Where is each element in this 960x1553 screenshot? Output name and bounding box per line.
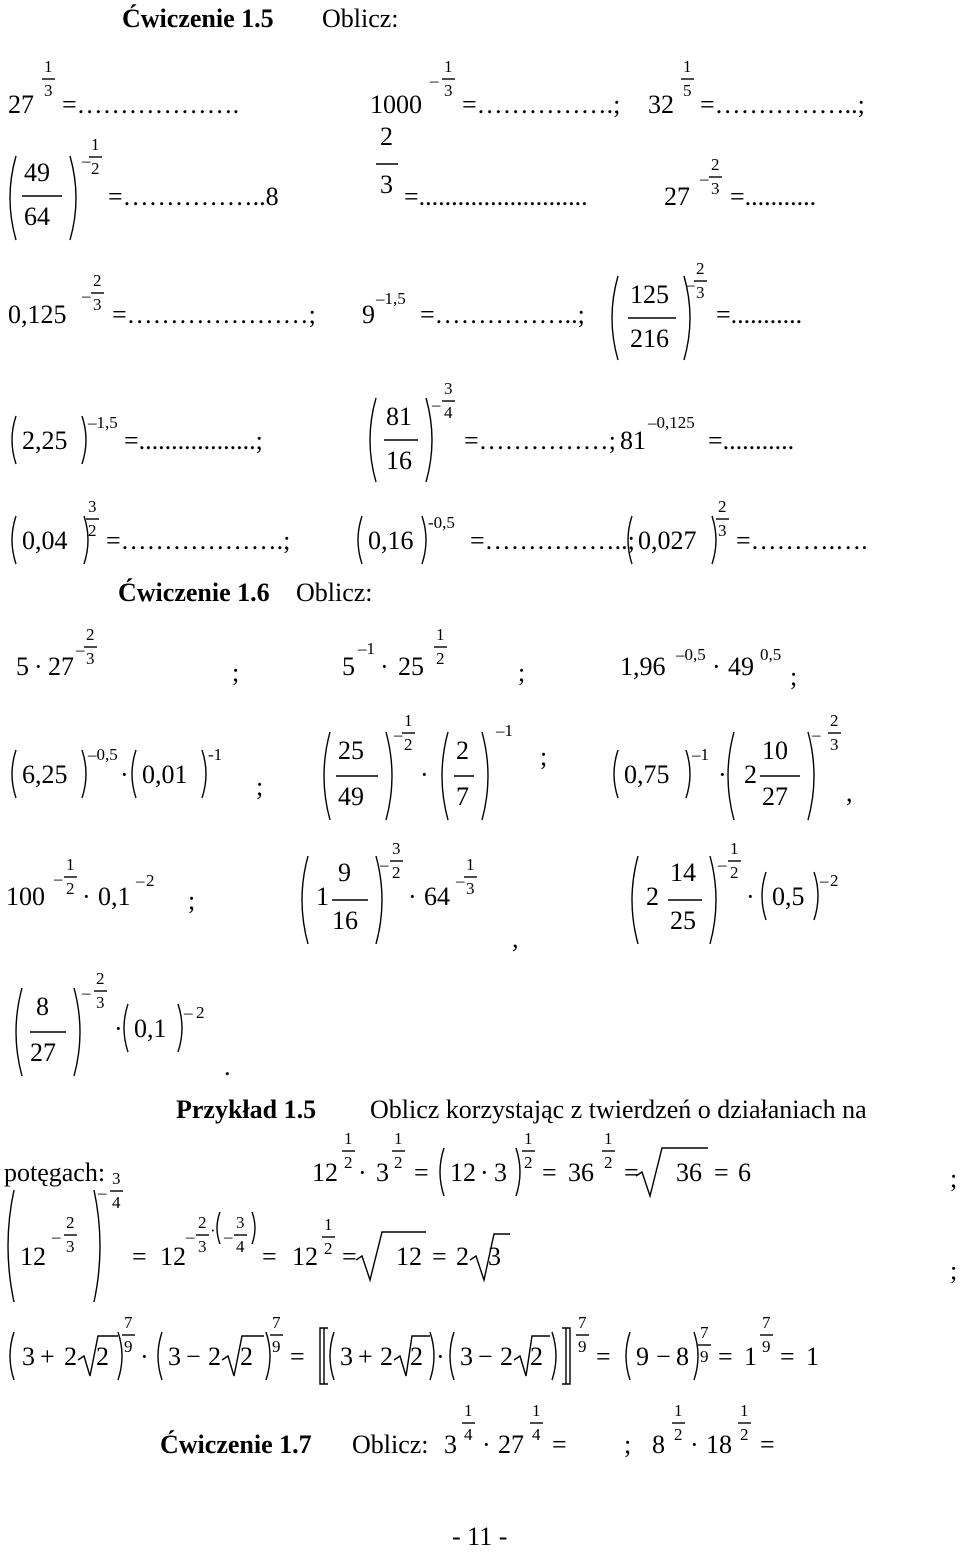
plus: + [358, 1342, 373, 1371]
exp-den: 9 [272, 1337, 281, 1356]
separator: ; [518, 658, 526, 687]
exp-num: 1 [532, 1401, 541, 1420]
exp-den: 2 [392, 863, 401, 882]
exp-num: 3 [392, 839, 401, 858]
term: 3 [168, 1342, 181, 1371]
exp-num: 1 [730, 839, 739, 858]
cdot: · [420, 760, 429, 789]
exponent: –1,5 [88, 413, 118, 432]
base: 12 [450, 1158, 476, 1187]
exp-den: 3 [93, 295, 102, 314]
cdot: · [380, 652, 389, 681]
exp-den: 4 [236, 1237, 245, 1256]
separator: ; [790, 662, 798, 691]
minus: – [54, 869, 63, 888]
base: 2,25 [22, 426, 68, 455]
separator: ; [188, 886, 196, 915]
minus: – [430, 71, 439, 90]
exp-den: 9 [700, 1347, 709, 1366]
exercise-1-6-command: Oblicz: [296, 578, 373, 607]
base: 32 [648, 90, 674, 119]
answer-blank: =……….…. [736, 526, 868, 555]
exp-num: 1 [44, 57, 53, 76]
exp-den: 3 [198, 1237, 207, 1256]
exponent: –0,5 [676, 645, 706, 664]
exponent: -0,5 [428, 513, 455, 532]
answer-blank: =..................; [124, 426, 263, 455]
exp-num: 2 [830, 711, 839, 730]
base: 12 [312, 1158, 338, 1187]
equals: = [596, 1342, 611, 1371]
base: 5 [342, 652, 355, 681]
exponent: – [136, 871, 145, 890]
exp-num: 2 [380, 122, 393, 151]
answer-blank: =……………..; [470, 526, 635, 555]
exp-den: 2 [604, 1153, 613, 1172]
answer-blank: =.......................... [404, 182, 588, 211]
frac-den: 216 [630, 324, 669, 353]
minus: – [82, 151, 91, 170]
exp-den: 2 [674, 1425, 683, 1444]
minus: – [76, 640, 85, 659]
base: 27 [48, 652, 74, 681]
base: 12 [20, 1242, 46, 1271]
term: 9 [636, 1342, 649, 1371]
answer-blank: =........... [730, 182, 817, 211]
exp-den: 3 [711, 179, 720, 198]
exp-num: 7 [272, 1313, 281, 1332]
frac-whole: 1 [316, 882, 329, 911]
cdot: · [482, 1430, 491, 1459]
exercise-1-6-label: Ćwiczenie 1.6 [118, 578, 270, 607]
minus: – [394, 725, 403, 744]
cdot: · [690, 1430, 699, 1459]
exponent: – [184, 1003, 193, 1022]
exp-num: 1 [324, 1215, 333, 1234]
frac-num: 2 [456, 736, 469, 765]
frac-den: 7 [456, 782, 469, 811]
exponent: -1 [208, 745, 223, 764]
frac-num: 8 [36, 992, 49, 1021]
exp-num: 1 [604, 1129, 613, 1148]
frac-den: 49 [338, 782, 364, 811]
minus: − [478, 1342, 493, 1371]
answer-blank: =……………….; [106, 526, 291, 555]
exp-num: 7 [124, 1313, 133, 1332]
minus: – [432, 395, 441, 414]
term: 8 [676, 1342, 689, 1371]
base: 0,1 [134, 1014, 167, 1043]
frac-num: 14 [670, 858, 696, 887]
base: 36 [568, 1158, 594, 1187]
exp-num: 3 [88, 497, 97, 516]
exponent: – [820, 871, 829, 890]
exp-den: 4 [112, 1193, 121, 1212]
base: 1000 [370, 90, 422, 119]
exp-num: 7 [578, 1313, 587, 1332]
answer-blank: =........... [716, 300, 803, 329]
exercise-1-7-label: Ćwiczenie 1.7 [160, 1430, 312, 1459]
base: 6,25 [22, 760, 68, 789]
base: 3 [494, 1158, 507, 1187]
exp-den: 4 [464, 1425, 473, 1444]
page-number: - 11 - [452, 1522, 508, 1551]
minus: – [98, 1183, 107, 1202]
exponent: –0,5 [88, 745, 118, 764]
minus: – [52, 1227, 61, 1246]
cdot: · [712, 652, 721, 681]
exercise-1-7-command: Oblicz: [352, 1430, 429, 1459]
cdot: · [82, 882, 91, 911]
exp-den: 3 [44, 81, 53, 100]
term: 3 [22, 1342, 35, 1371]
cdot: · [114, 1014, 123, 1043]
exponent: –1,5 [376, 289, 406, 308]
minus: – [456, 871, 465, 890]
minus: – [186, 1227, 195, 1246]
exp-den: 3 [380, 170, 393, 199]
equals: = [552, 1430, 567, 1459]
exp-num: 2 [66, 1213, 75, 1232]
exp-den: 2 [91, 159, 100, 178]
exp-den: 9 [124, 1337, 133, 1356]
minus: – [718, 855, 727, 874]
radicand: 2 [240, 1342, 253, 1371]
exp-den: 2 [394, 1153, 403, 1172]
base: 12 [160, 1242, 186, 1271]
plus: + [40, 1342, 55, 1371]
cdot: · [210, 1221, 216, 1240]
base: 27 [664, 182, 690, 211]
exp-num: 2 [198, 1213, 207, 1232]
frac-den: 64 [24, 202, 50, 231]
base: 64 [424, 882, 450, 911]
exponent: 2 [196, 1003, 205, 1022]
exp-den: 2 [436, 649, 445, 668]
cdot: · [140, 1342, 149, 1371]
exponent: 0,5 [760, 645, 782, 664]
base: 0,125 [8, 300, 67, 329]
separator: , [846, 778, 853, 807]
frac-num: 10 [762, 736, 788, 765]
term: 3 [460, 1342, 473, 1371]
coefficient: 2 [64, 1342, 77, 1371]
exercise-1-5-command: Oblicz: [322, 4, 399, 33]
separator: ; [624, 1430, 632, 1459]
radicand: 3 [488, 1242, 501, 1271]
base: 12 [292, 1242, 318, 1271]
answer-blank: =…………………; [112, 300, 316, 329]
equals: = [132, 1242, 147, 1271]
separator: ; [950, 1164, 958, 1193]
cdot: · [120, 760, 129, 789]
example-1-5-text-cont: potęgach: [4, 1158, 106, 1187]
minus: – [686, 275, 695, 294]
exp-num: 1 [524, 1129, 533, 1148]
base: 27 [8, 90, 34, 119]
exp-den: 3 [86, 649, 95, 668]
exp-den: 3 [466, 879, 475, 898]
base: 9 [362, 300, 375, 329]
minus: – [82, 983, 91, 1002]
frac-num: 9 [338, 858, 351, 887]
exp-num: 1 [66, 855, 75, 874]
exponent: 2 [146, 871, 155, 890]
example-1-5-label: Przykład 1.5 [176, 1095, 317, 1124]
result: 6 [738, 1158, 751, 1187]
radicand: 36 [676, 1158, 702, 1187]
frac-den: 25 [670, 906, 696, 935]
exp-num: 2 [86, 625, 95, 644]
exp-den: 2 [524, 1153, 533, 1172]
radicand: 2 [96, 1342, 109, 1371]
exp-num: 3 [236, 1213, 245, 1232]
exp-den: 4 [532, 1425, 541, 1444]
exp-num: 7 [700, 1323, 709, 1342]
answer-blank: =…………….; [462, 90, 621, 119]
exp-num: 1 [444, 57, 453, 76]
cdot: · [436, 1342, 445, 1371]
coefficient: 2 [456, 1242, 469, 1271]
base: 8 [652, 1430, 665, 1459]
cdot: · [408, 882, 417, 911]
minus: – [380, 855, 389, 874]
frac-whole: 2 [646, 882, 659, 911]
equals: = [542, 1158, 557, 1187]
minus: – [812, 725, 821, 744]
exp-num: 1 [394, 1129, 403, 1148]
exp-num: 1 [683, 57, 692, 76]
exp-den: 3 [696, 283, 705, 302]
exp-num: 3 [444, 379, 453, 398]
equals: = [432, 1242, 447, 1271]
exponent: –1 [496, 721, 513, 740]
frac-num: 49 [24, 158, 50, 187]
exp-num: 3 [112, 1169, 121, 1188]
exp-num: 7 [762, 1313, 771, 1332]
example-1-5-text: Oblicz korzystając z twierdzeń o działaniach na [370, 1095, 867, 1124]
exp-num: 1 [91, 135, 100, 154]
equals: = [714, 1158, 729, 1187]
frac-num: 81 [386, 402, 412, 431]
exp-num: 2 [96, 969, 105, 988]
exp-den: 9 [578, 1337, 587, 1356]
exp-den: 2 [404, 735, 413, 754]
cdot: · [718, 760, 727, 789]
exp-den: 5 [683, 81, 692, 100]
equals: = [718, 1342, 733, 1371]
cdot: · [480, 1158, 489, 1187]
separator: , [512, 924, 519, 953]
base: 0,75 [624, 760, 670, 789]
frac-den: 16 [332, 906, 358, 935]
exp-num: 1 [344, 1129, 353, 1148]
exp-den: 3 [96, 993, 105, 1012]
base: 3 [376, 1158, 389, 1187]
radicand: 2 [530, 1342, 543, 1371]
minus: – [82, 286, 91, 305]
base: 0,01 [142, 760, 188, 789]
separator: ; [256, 772, 264, 801]
frac-den: 16 [386, 446, 412, 475]
answer-blank: =……………; [464, 426, 616, 455]
coefficient: 2 [500, 1342, 513, 1371]
minus: − [656, 1342, 671, 1371]
exp-num: 2 [696, 259, 705, 278]
answer-blank: =……………..8 [108, 182, 279, 211]
equals: = [414, 1158, 429, 1187]
minus: – [700, 169, 709, 188]
base: 1,96 [620, 652, 666, 681]
exp-num: 2 [711, 155, 720, 174]
exp-num: 1 [740, 1401, 749, 1420]
result: 1 [806, 1342, 819, 1371]
base: 5 [16, 652, 29, 681]
base: 100 [6, 882, 45, 911]
equals: = [290, 1342, 305, 1371]
exp-num: 1 [466, 855, 475, 874]
equals: = [624, 1158, 639, 1187]
exp-den: 4 [444, 403, 453, 422]
exp-den: 3 [830, 735, 839, 754]
term: 3 [340, 1342, 353, 1371]
coefficient: 2 [208, 1342, 221, 1371]
exp-num: 2 [718, 497, 727, 516]
exp-num: 1 [436, 625, 445, 644]
exp-den: 2 [730, 863, 739, 882]
equals: = [262, 1242, 277, 1271]
separator: . [224, 1052, 231, 1081]
exp-num: 1 [674, 1401, 683, 1420]
frac-num: 125 [630, 280, 669, 309]
base: 0,027 [638, 526, 697, 555]
exp-den: 2 [66, 879, 75, 898]
cdot: · [358, 1158, 367, 1187]
base: 0,04 [22, 526, 68, 555]
base: 18 [706, 1430, 732, 1459]
answer-blank: =………………. [62, 90, 240, 119]
frac-den: 27 [30, 1038, 56, 1067]
exp-den: 2 [344, 1153, 353, 1172]
exp-den: 2 [324, 1239, 333, 1258]
cdot: · [746, 882, 755, 911]
answer-blank: =……………..; [420, 300, 585, 329]
exp-den: 2 [740, 1425, 749, 1444]
separator: ; [950, 1256, 958, 1285]
exp-den: 3 [444, 81, 453, 100]
base: 0,1 [98, 882, 131, 911]
cdot: · [34, 652, 43, 681]
coefficient: 2 [380, 1342, 393, 1371]
exponent: –1 [358, 639, 375, 658]
base: 81 [620, 426, 646, 455]
base: 0,16 [368, 526, 414, 555]
base: 3 [444, 1430, 457, 1459]
separator: ; [540, 742, 548, 771]
base: 1 [744, 1342, 757, 1371]
minus: − [186, 1342, 201, 1371]
equals: = [780, 1342, 795, 1371]
exp-num: 1 [464, 1401, 473, 1420]
exponent: –1 [692, 745, 709, 764]
separator: ; [232, 658, 240, 687]
frac-whole: 2 [744, 760, 757, 789]
exp-num: 2 [93, 271, 102, 290]
equals: = [760, 1430, 775, 1459]
exp-den: 3 [66, 1237, 75, 1256]
base: 0,5 [772, 882, 805, 911]
base: 49 [728, 652, 754, 681]
base: 27 [498, 1430, 524, 1459]
answer-blank: =……………..; [700, 90, 865, 119]
minus: – [224, 1227, 233, 1246]
frac-den: 27 [762, 782, 788, 811]
exercise-1-5-label: Ćwiczenie 1.5 [122, 4, 274, 33]
answer-blank: =........... [708, 426, 795, 455]
exp-den: 9 [762, 1337, 771, 1356]
equals: = [342, 1242, 357, 1271]
exponent: –0,125 [648, 413, 695, 432]
radicand: 2 [410, 1342, 423, 1371]
radicand: 12 [396, 1242, 422, 1271]
exp-num: 1 [404, 711, 413, 730]
exponent: 2 [830, 871, 839, 890]
frac-num: 25 [338, 736, 364, 765]
exp-den: 3 [718, 521, 727, 540]
base: 25 [398, 652, 424, 681]
exp-den: 2 [88, 521, 97, 540]
